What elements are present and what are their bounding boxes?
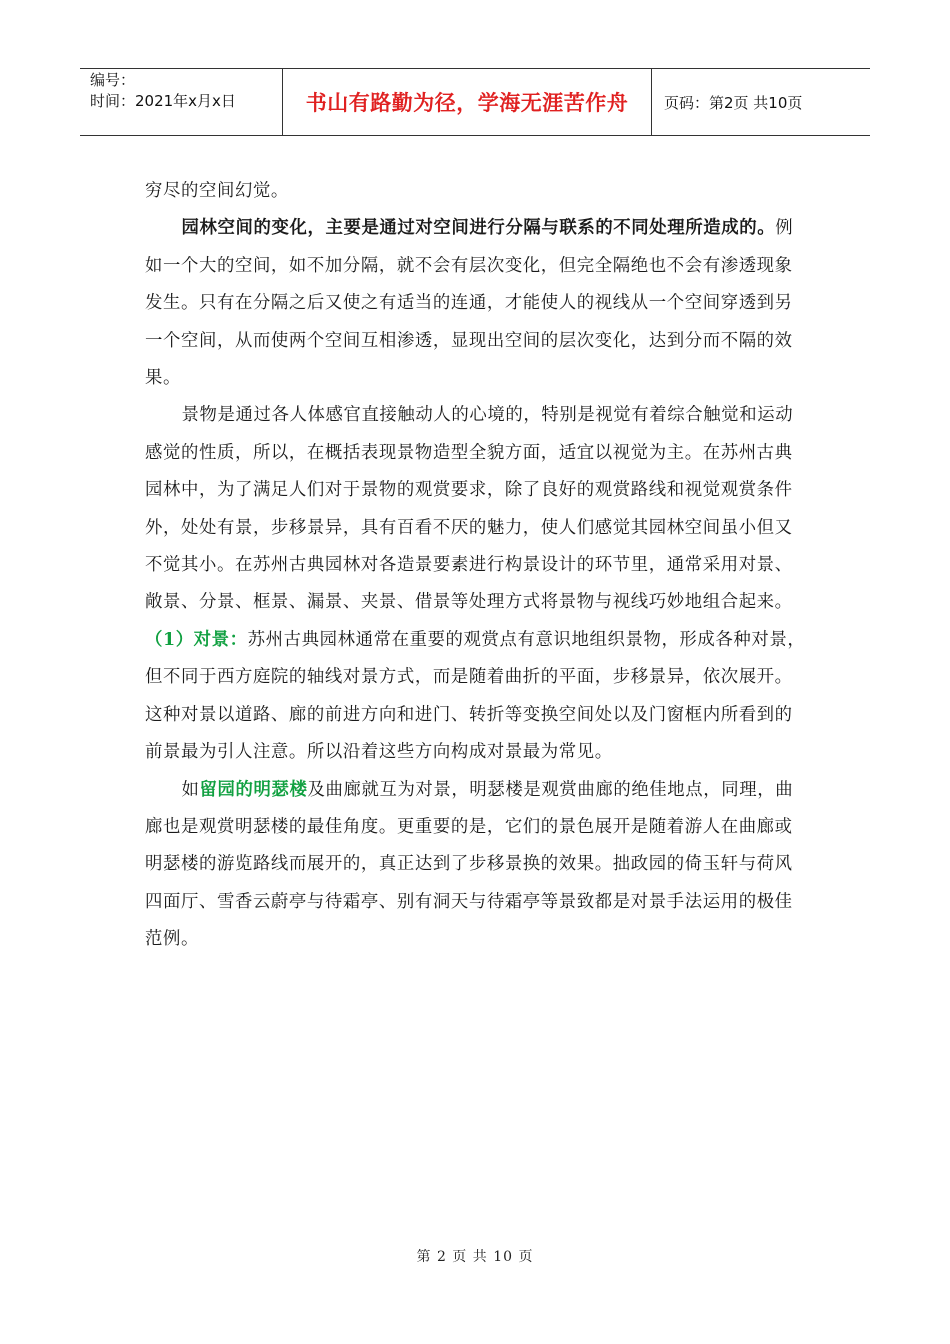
page-footer: 第 2 页 共 10 页 <box>416 1249 534 1265</box>
paragraph-3: 景物是通过各人体感官直接触动人的心境的，特别是视觉有着综合触觉和运动感觉的性质，所以，在概括表现景物造型全貌方面，适宜以视觉为主。在苏州古典园林中，为了满足人们对于景物的观赏要求，除了良好的观赏路线和视觉观赏条件外，处处有景，步移景异，具有百看不厌的魅力，使人们感觉其园林空间虽小但又不觉其小。在苏州古典园林对各造景要素进行构景设计的环节里，通常采用对景、敞景、分景、框景、漏景、夹景、借景等处理方式将景物与视线巧妙地组合起来。 <box>145 405 794 613</box>
header-page-info: 页码：第2页 共10页 <box>664 93 803 112</box>
paragraph-1: 穷尽的空间幻觉。 <box>145 181 289 201</box>
header-meta <box>80 69 282 135</box>
paragraph-4-text: 苏州古典园林通常在重要的观赏点有意识地组织景物，形成各种对景，但不同于西方庭院的轴线对景方式，而是随着曲折的平面，步移景异，依次展开。这种对景以道路、廊的前进方向和进门、转折等变换空间处以及门窗框内所看到的前景最为引人注意。所以沿着这些方向构成对景最为常见。 <box>145 629 806 763</box>
header-motto: 书山有路勤为径，学海无涯苦作舟 <box>282 69 652 135</box>
section-label-duijing: （1）对景： <box>145 629 248 650</box>
time-label: 时间：2021年x月x日 <box>90 92 236 110</box>
paragraph-2 <box>145 210 810 397</box>
page-header <box>80 68 870 136</box>
paragraph-5-text: 及曲廊就互为对景，明瑟楼是观赏曲廊的绝佳地点，同理，曲廊也是观赏明瑟楼的最佳角度。更重要的是，它们的景色展开是随着游人在曲廊或明瑟楼的游览路线而展开的，真正达到了步移景换的效果。拙政园的倚玉轩与荷风四面厅、雪香云蔚亭与待霜亭、别有洞天与待霜亭等景致都是对景手法运用的极佳范例。 <box>145 779 794 950</box>
document-body <box>145 173 810 959</box>
paragraph-5-pre: 如 <box>181 779 200 800</box>
paragraph-2-bold-lead: 园林空间的变化，主要是通过对空间进行分隔与联系的不同处理所造成的。 <box>181 218 776 239</box>
paragraph-4 <box>145 622 810 772</box>
paragraph-5 <box>145 772 810 959</box>
paragraph-2-text: 例如一个大的空间，如不加分隔，就不会有层次变化，但完全隔绝也不会有渗透现象发生。只有在分隔之后又使之有适当的连通，才能使人的视线从一个空间穿透到另一个空间，从而使两个空间互相渗透，显现出空间的层次变化，达到分而不隔的效果。 <box>145 218 794 389</box>
serial-label: 编号： <box>90 71 136 89</box>
highlight-liuyuan: 留园的明瑟楼 <box>199 779 308 800</box>
